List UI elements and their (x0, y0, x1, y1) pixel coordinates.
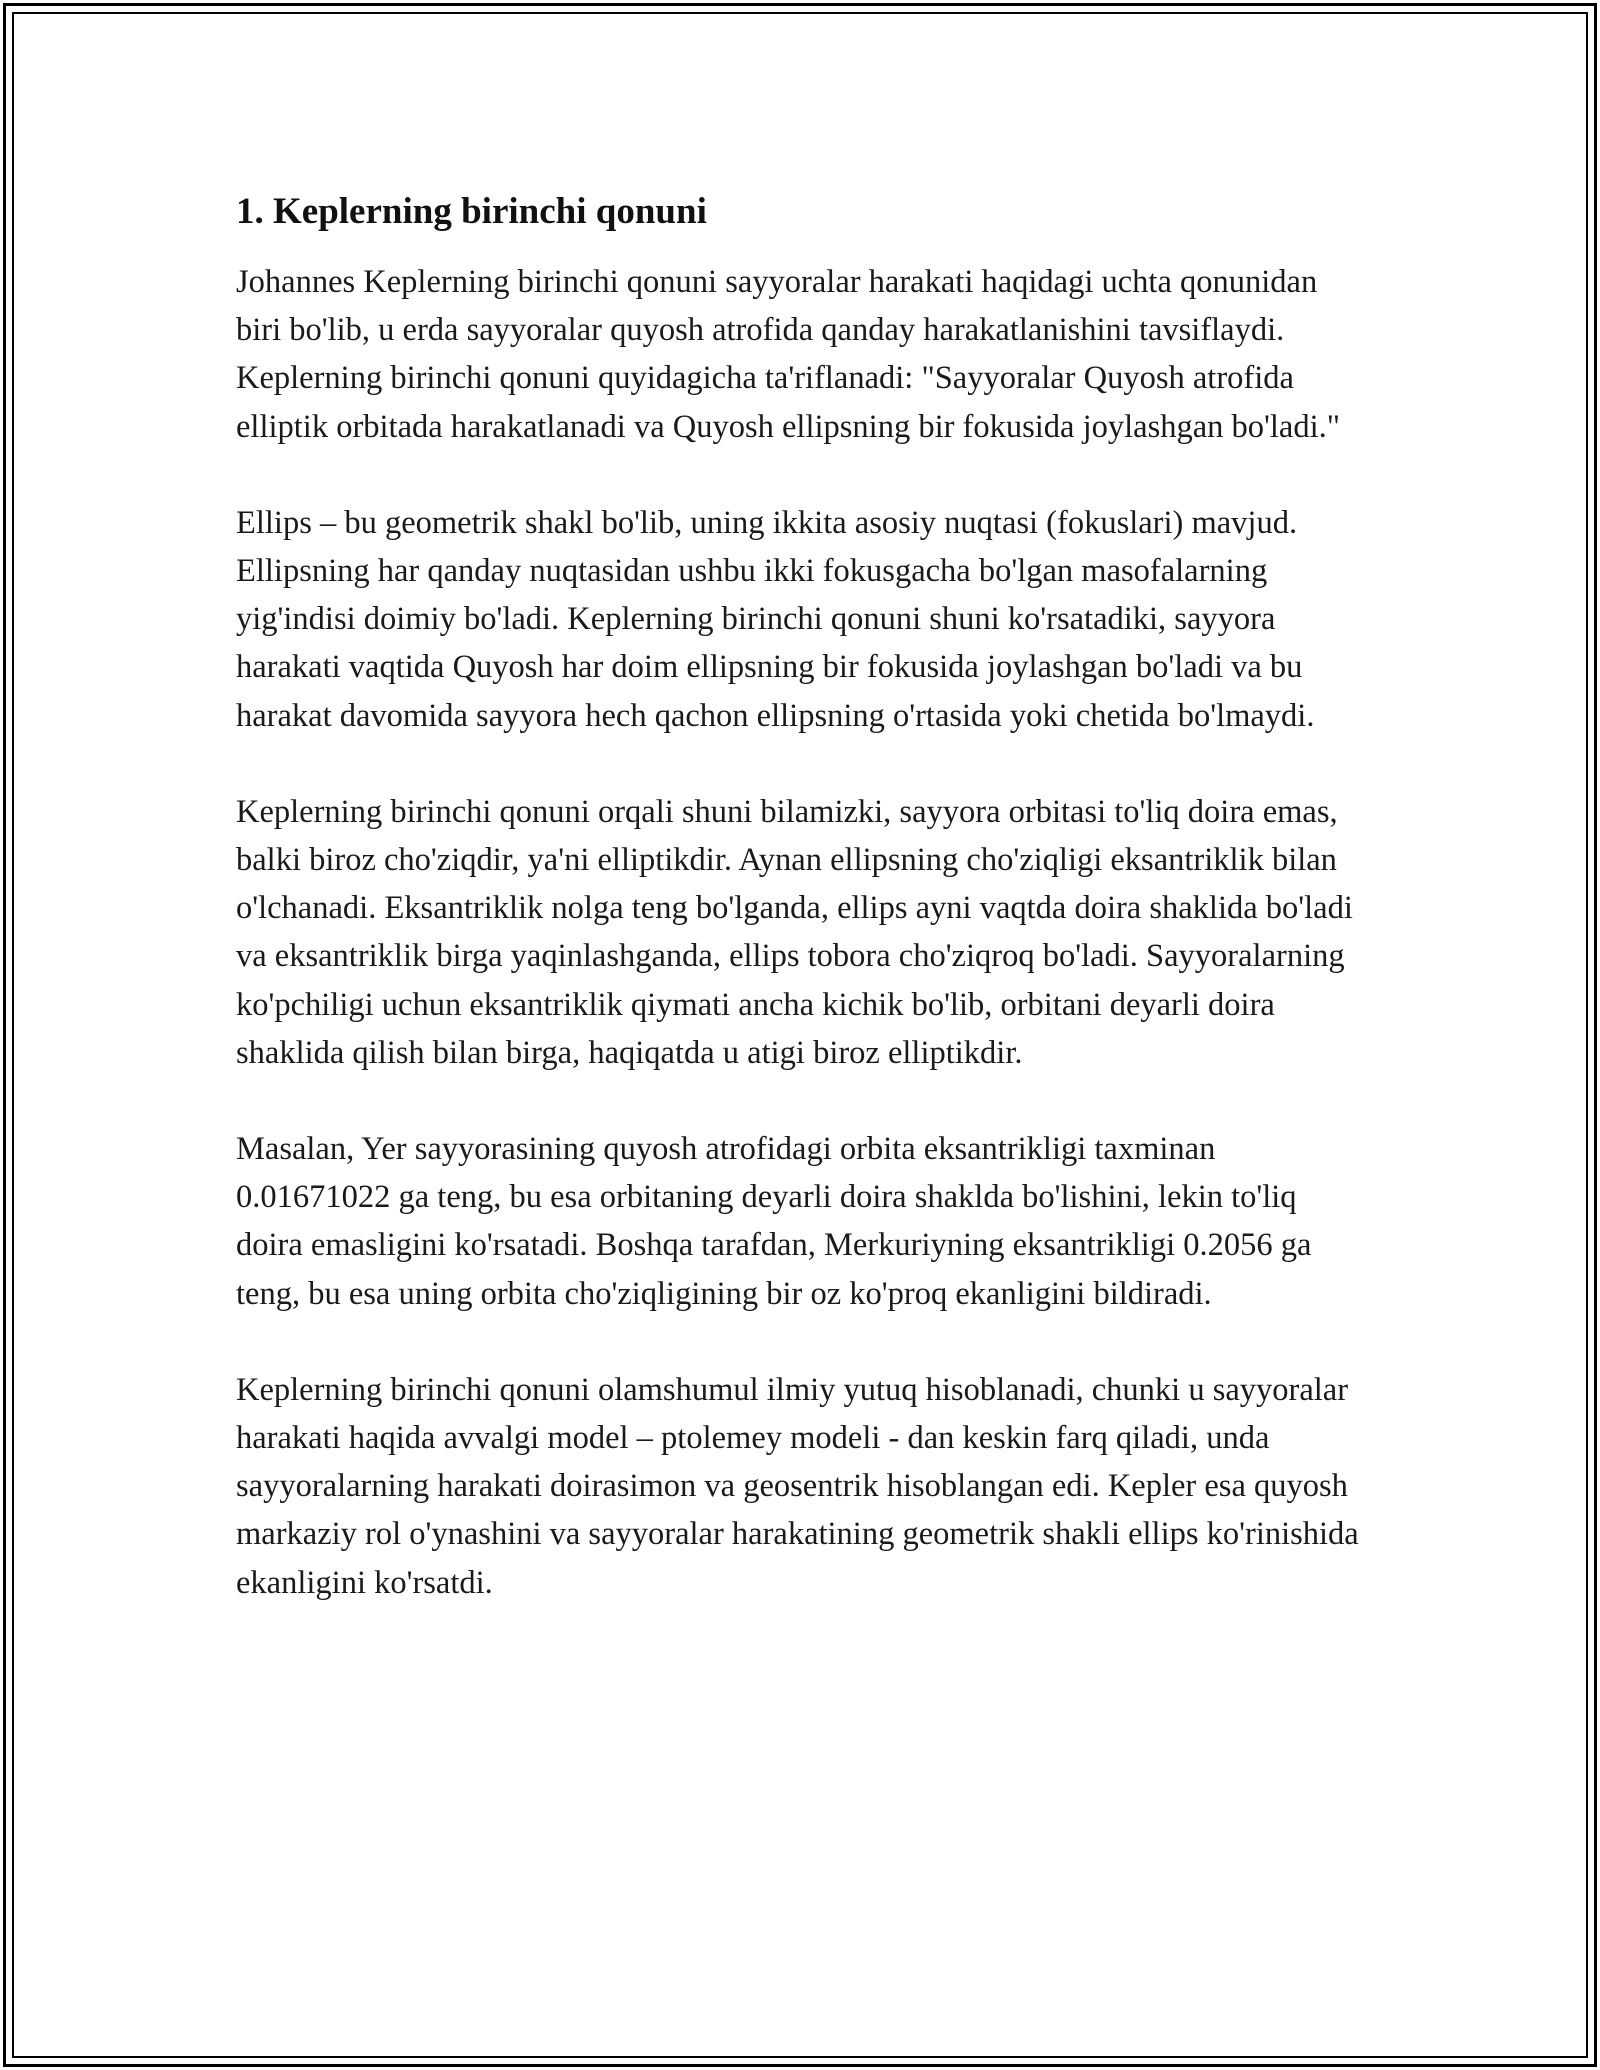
paragraph-eccentricity: Keplerning birinchi qonuni orqali shuni bilamizki, sayyora orbitasi to'liq doira emas, balki biroz cho'ziqdir, ya'ni elliptikdir. Aynan ellipsning cho'ziqligi eksantriklik bilan o'lchanadi. Eksantriklik nolga teng bo'lganda, ellips ayni vaqtda doira shaklida bo'ladi va eksantriklik birga yaqinlashganda, ellips tobora cho'ziqroq bo'ladi. Sayyoralarning ko'pchiligi uchun eksantriklik qiymati ancha kichik bo'lib, orbitani deyarli doira shaklida qilish bilan birga, haqiqatda u atigi biroz elliptikdir. (236, 793, 1353, 1071)
paragraph-examples: Masalan, Yer sayyorasining quyosh atrofidagi orbita eksantrikligi taxminan 0.01671022 ga teng, bu esa orbitaning deyarli doira shaklda bo'lishini, lekin to'liq doira emasligini ko'rsatadi. Boshqa tarafdan, Merkuriyning eksantrikligi 0.2056 ga teng, bu esa uning orbita cho'ziqligining bir oz ko'proq ekanligini bildiradi. (236, 1131, 1312, 1312)
section-heading: 1. Keplerning birinchi qonuni (236, 191, 707, 232)
paragraph-significance: Keplerning birinchi qonuni olamshumul ilmiy yutuq hisoblanadi, chunki u sayyoralar harakati haqida avvalgi model – ptolemey modeli - dan keskin farq qiladi, unda sayyoralarning harakati doirasimon va geosentrik hisoblangan edi. Kepler esa quyosh markaziy rol o'ynashini va sayyoralar harakatining geometrik shakli ellips ko'rinishida ekanligini ko'rsatdi. (236, 1371, 1359, 1601)
document-body (236, 188, 1366, 1655)
paragraph-definition: Johannes Keplerning birinchi qonuni sayyoralar harakati haqidagi uchta qonunidan biri bo'lib, u erda sayyoralar quyosh atrofida qanday harakatlanishini tavsiflaydi. Keplerning birinchi qonuni quyidagicha ta'riflanadi: "Sayyoralar Quyosh atrofida elliptik orbitada harakatlanadi va Quyosh ellipsning bir fokusida joylashgan bo'ladi." (236, 264, 1341, 445)
paragraph-ellipse: Ellips – bu geometrik shakl bo'lib, uning ikkita asosiy nuqtasi (fokuslari) mavjud. Ellipsning har qanday nuqtasidan ushbu ikki fokusgacha bo'lgan masofalarning yig'indisi doimiy bo'ladi. Keplerning birinchi qonuni shuni ko'rsatadiki, sayyora harakati vaqtida Quyosh har doim ellipsning bir fokusida joylashgan bo'ladi va bu harakat davomida sayyora hech qachon ellipsning o'rtasida yoki chetida bo'lmaydi. (236, 504, 1315, 734)
